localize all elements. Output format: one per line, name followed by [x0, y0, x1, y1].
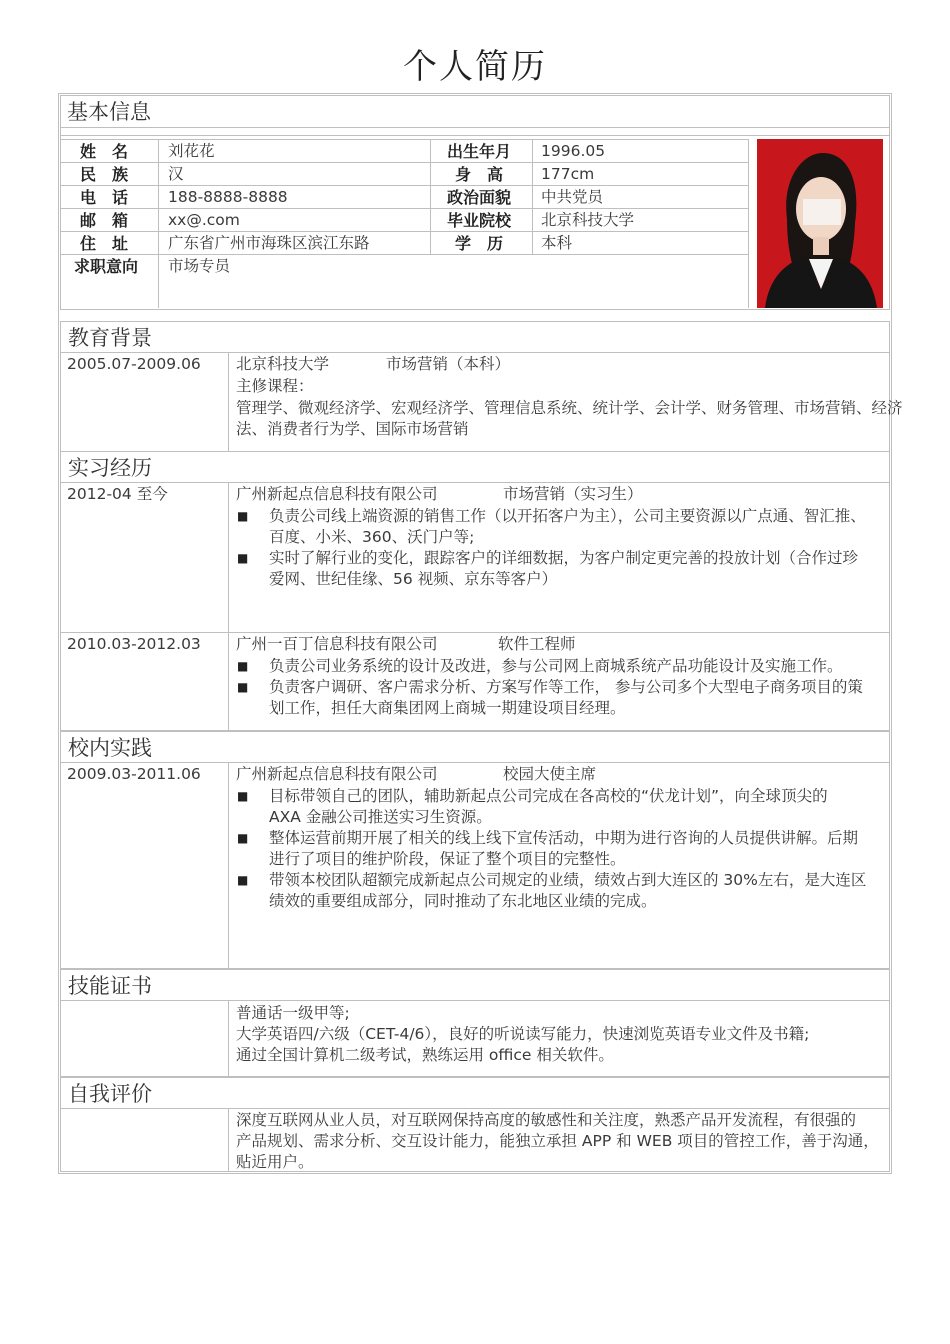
internship-1-date: 2012-04 至今	[67, 485, 168, 503]
profile-photo	[757, 139, 883, 308]
self-eval-header	[60, 1077, 890, 1109]
bullet-icon: ■	[237, 789, 249, 803]
divider	[228, 352, 229, 452]
campus-bullet-1-line-1: 目标带领自己的团队，辅助新起点公司完成在各高校的“伏龙计划”，向全球顶尖的	[269, 787, 828, 805]
bullet-icon: ■	[237, 659, 249, 673]
divider	[60, 127, 890, 128]
divider	[60, 632, 890, 633]
internship-2-role: 软件工程师	[498, 635, 576, 653]
skill-line-2: 大学英语四/六级（CET-4/6），良好的听说读写能力，快速浏览英语专业文件及书籍;	[236, 1025, 810, 1043]
campus-bullet-3-line-1: 带领本校团队超额完成新起点公司规定的业绩，绩效占到大连区的 30%左右，是大连区	[269, 871, 867, 889]
section-heading-education: 教育背景	[68, 326, 152, 350]
bullet-icon: ■	[237, 680, 249, 694]
label-degree: 学 历	[455, 234, 504, 253]
value-ethnicity: 汉	[168, 165, 184, 183]
internship-2-bullet-1-line-1: 负责公司业务系统的设计及改进，参与公司网上商城系统产品功能设计及实施工作。	[269, 657, 843, 675]
section-heading-self: 自我评价	[68, 1082, 152, 1106]
campus-company: 广州新起点信息科技有限公司	[236, 765, 438, 783]
value-birth: 1996.05	[541, 142, 606, 160]
internship-2-bullet-2-line-1: 负责客户调研、客户需求分析、方案写作等工作， 参与公司多个大型电子商务项目的策	[269, 678, 863, 696]
campus-bullet-2-line-1: 整体运营前期开展了相关的线上线下宣传活动，中期为进行咨询的人员提供讲解。后期	[269, 829, 859, 847]
campus-bullet-1-line-2: AXA 金融公司推送实习生资源。	[269, 808, 492, 826]
self-line-2: 产品规划、需求分析、交互设计能力，能独立承担 APP 和 WEB 项目的管控工作，善于沟通，	[236, 1132, 879, 1150]
label-school: 毕业院校	[447, 211, 512, 230]
divider	[60, 139, 748, 140]
value-phone: 188-8888-8888	[168, 188, 288, 206]
courses-label: 主修课程：	[236, 377, 314, 395]
skills-header	[60, 969, 890, 1001]
label-height: 身 高	[455, 165, 504, 184]
divider	[228, 1000, 229, 1077]
page-title: 个人简历	[403, 47, 547, 87]
label-address: 住 址	[80, 234, 129, 253]
campus-role: 校园大使主席	[503, 765, 597, 783]
section-heading-basic: 基本信息	[67, 100, 151, 124]
campus-bullet-2-line-2: 进行了项目的维护阶段，保证了整个项目的完整性。	[269, 850, 626, 868]
value-intent: 市场专员	[168, 257, 231, 275]
divider	[60, 254, 748, 255]
divider	[430, 139, 431, 254]
value-politics: 中共党员	[541, 188, 604, 206]
internship-2-company: 广州一百丁信息科技有限公司	[236, 635, 438, 653]
divider	[158, 139, 159, 308]
education-school: 北京科技大学	[236, 355, 330, 373]
label-politics: 政治面貌	[447, 188, 512, 207]
divider	[748, 139, 749, 308]
internship-1-role: 市场营销（实习生）	[503, 485, 643, 503]
education-header	[60, 321, 890, 353]
self-line-3: 贴近用户。	[236, 1153, 314, 1171]
divider	[60, 208, 748, 209]
education-major: 市场营销（本科）	[386, 355, 511, 373]
value-degree: 本科	[541, 234, 573, 252]
label-phone: 电 话	[80, 188, 129, 207]
value-name: 刘花花	[168, 142, 215, 160]
skill-line-3: 通过全国计算机二级考试，熟练运用 office 相关软件。	[236, 1046, 614, 1064]
divider	[228, 1108, 229, 1172]
courses-line-1: 管理学、微观经济学、宏观经济学、管理信息系统、统计学、会计学、财务管理、市场营销、经济	[236, 399, 903, 417]
value-address: 广东省广州市海珠区滨江东路	[168, 234, 370, 252]
bullet-icon: ■	[237, 831, 249, 845]
campus-header	[60, 731, 890, 763]
section-heading-campus: 校内实践	[68, 736, 152, 760]
internship-2-bullet-2-line-2: 划工作，担任大商集团网上商城一期建设项目经理。	[269, 699, 626, 717]
divider	[60, 135, 890, 136]
skill-line-1: 普通话一级甲等;	[236, 1004, 350, 1022]
divider	[60, 231, 748, 232]
campus-bullet-3-line-2: 绩效的重要组成部分，同时推动了东北地区业绩的完成。	[269, 892, 657, 910]
label-birth: 出生年月	[447, 142, 512, 161]
value-height: 177cm	[541, 165, 595, 183]
label-ethnicity: 民 族	[80, 165, 129, 184]
label-intent: 求职意向	[74, 257, 139, 276]
value-email: xx@.com	[168, 211, 240, 229]
section-heading-skills: 技能证书	[68, 974, 152, 998]
internship-2-date: 2010.03-2012.03	[67, 635, 201, 653]
bullet-icon: ■	[237, 509, 249, 523]
label-email: 邮 箱	[80, 211, 129, 230]
bullet-icon: ■	[237, 873, 249, 887]
self-line-1: 深度互联网从业人员，对互联网保持高度的敏感性和关注度，熟悉产品开发流程，有很强的	[236, 1111, 857, 1129]
bullet-icon: ■	[237, 551, 249, 565]
education-date: 2005.07-2009.06	[67, 355, 201, 373]
internship-1-company: 广州新起点信息科技有限公司	[236, 485, 438, 503]
internship-1-bullet-2-line-2: 爱网、世纪佳缘、56 视频、京东等客户）	[269, 570, 558, 588]
label-name: 姓 名	[80, 142, 129, 161]
section-heading-internship: 实习经历	[68, 456, 152, 480]
internship-header	[60, 451, 890, 483]
value-school: 北京科技大学	[541, 211, 635, 229]
internship-1-bullet-2-line-1: 实时了解行业的变化，跟踪客户的详细数据，为客户制定更完善的投放计划（合作过珍	[269, 549, 859, 567]
divider	[60, 185, 748, 186]
internship-1-bullet-1-line-1: 负责公司线上端资源的销售工作（以开拓客户为主），公司主要资源以广点通、智汇推、	[269, 507, 866, 525]
divider	[532, 139, 533, 254]
courses-line-2: 法、消费者行为学、国际市场营销	[236, 420, 469, 438]
divider	[60, 162, 748, 163]
internship-1-bullet-1-line-2: 百度、小米、360、沃门户等;	[269, 528, 475, 546]
portrait-image	[757, 139, 883, 308]
divider	[228, 482, 229, 731]
divider	[228, 762, 229, 969]
campus-date: 2009.03-2011.06	[67, 765, 201, 783]
